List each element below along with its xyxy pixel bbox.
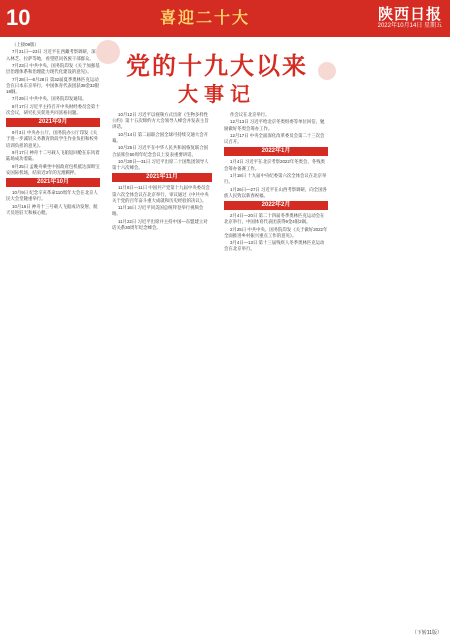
month-heading: 2021年10月 [6,178,100,187]
event-entry: 1月4日 习近平在北京考察2022年冬奥会、冬残奥会筹办备赛工作。 [224,159,325,171]
event-entry: 12月13日 习近平给北京冬奥组委等单位回信，勉励做好冬奥会筹办工作。 [224,119,325,131]
event-entry: 1月26日—27日 习近平在山西考察调研，向全国各族人民致以新春祝福。 [224,186,327,198]
event-entry: 12月17日 中央全面深化改革委员会第二十三次会议召开。 [224,132,325,145]
event-entry: 8月17日 习近平主持召开中央财经委员会第十次会议，研究扎实促进共同富裕问题。 [6,103,100,115]
event-entry: （上接09版） [12,42,39,47]
issue-date: 2022年10月14日 星期五 [377,23,442,29]
event-entry: 2月4日—20日 第二十四届冬季奥林匹克运动会在北京举行，中国体育代表团获得9金4银2铜。 [224,212,325,225]
hero-title-block [112,40,322,108]
newspaper-masthead: 陕西日报 [377,5,442,23]
event-entry: 10月30日—31日 习近平出席二十国集团领导人第十六次峰会。 [112,158,209,171]
event-entry: 11月8日—11日 中国共产党第十九届中央委员会第六次全体会议在北京举行，审议通过《中共中央关于党的百年奋斗重大成就和历史经验的决议》。 [112,185,210,203]
header-banner: 喜迎二十大 [160,8,251,27]
month-heading: 2022年1月 [224,147,328,156]
event-entry: 2月25日 中共中央、国务院印发《关于做好2022年全面推进乡村振兴重点工作的意见》。 [224,226,328,238]
event-entry: 3月4日—13日 第十三届残疾人冬季奥林匹克运动会在北京举行。 [224,240,325,252]
event-entry: 11月16日 习近平同美国总统拜登举行视频会晤。 [112,205,204,217]
event-entry: 7月29日 中共中央、国务院印发通知。 [12,96,87,102]
event-entry: 9月17日 神舟十二号载人飞船返回舱在东风着陆场成功着陆。 [6,149,100,162]
page-header [0,0,450,36]
column-3 [224,112,328,632]
page-number: 10 [6,5,31,30]
event-entry: 7月28日—8月28日 第32届夏季奥林匹克运动会在日本东京举行，中国体育代表团获38金32银18铜。 [6,76,100,94]
event-entry: 9月3日 中央办公厅、国务院办公厅印发《关于进一步减轻义务教育阶段学生作业负担和校外培训负担的意见》。 [6,130,99,148]
event-entry: 9月25日 孟晚舟乘坐中国政府包机抵达深圳宝安国际机场，结束近3年的无理羁押。 [6,163,100,175]
event-entry: 10月9日 纪念辛亥革命110周年大会在北京人民大会堂隆重举行。 [6,189,98,202]
header-divider [0,36,450,37]
event-entry: 7月21日—23日 习近平在西藏考察调研，深入林芝、拉萨等地，看望慰问各族干部群众。 [6,49,96,61]
event-entry: 10月12日 习近平以视频方式出席《生物多样性公约》第十五次缔约方大会领导人峰会并发表主旨讲话。 [112,112,209,130]
event-entry: 1月18日 十九届中央纪委第六次全体会议在北京举行。 [224,172,327,185]
hero-title: 党的十九大以来 [126,51,308,80]
event-entry: 7月23日 中共中央、国务院印发《关于加强基层治理体系和治理能力现代化建设的意见》。 [6,62,100,75]
hero-subtitle: 大事记 [178,82,256,106]
event-entry: 10月16日 神舟十三号载人飞船成功发射，航天员进驻天和核心舱。 [6,203,98,215]
continued-note: （下转11版） [411,630,442,636]
event-entry: 10月14日 第二届联合国全球可持续交通大会开幕。 [112,131,209,143]
month-heading: 2021年9月 [6,118,100,127]
month-heading: 2022年2月 [224,201,328,210]
event-entry: 10月25日 习近平在中华人民共和国恢复联合国合法席位50周年纪念会议上发表重要讲话。 [112,145,209,157]
column-2 [112,112,212,632]
event-entry: 11月22日 习近平出席并主持中国—东盟建立对话关系30周年纪念峰会。 [112,218,208,230]
event-entry: 作会议在北京举行。 [230,112,270,117]
column-1 [6,42,100,632]
month-heading: 2021年11月 [112,173,212,182]
